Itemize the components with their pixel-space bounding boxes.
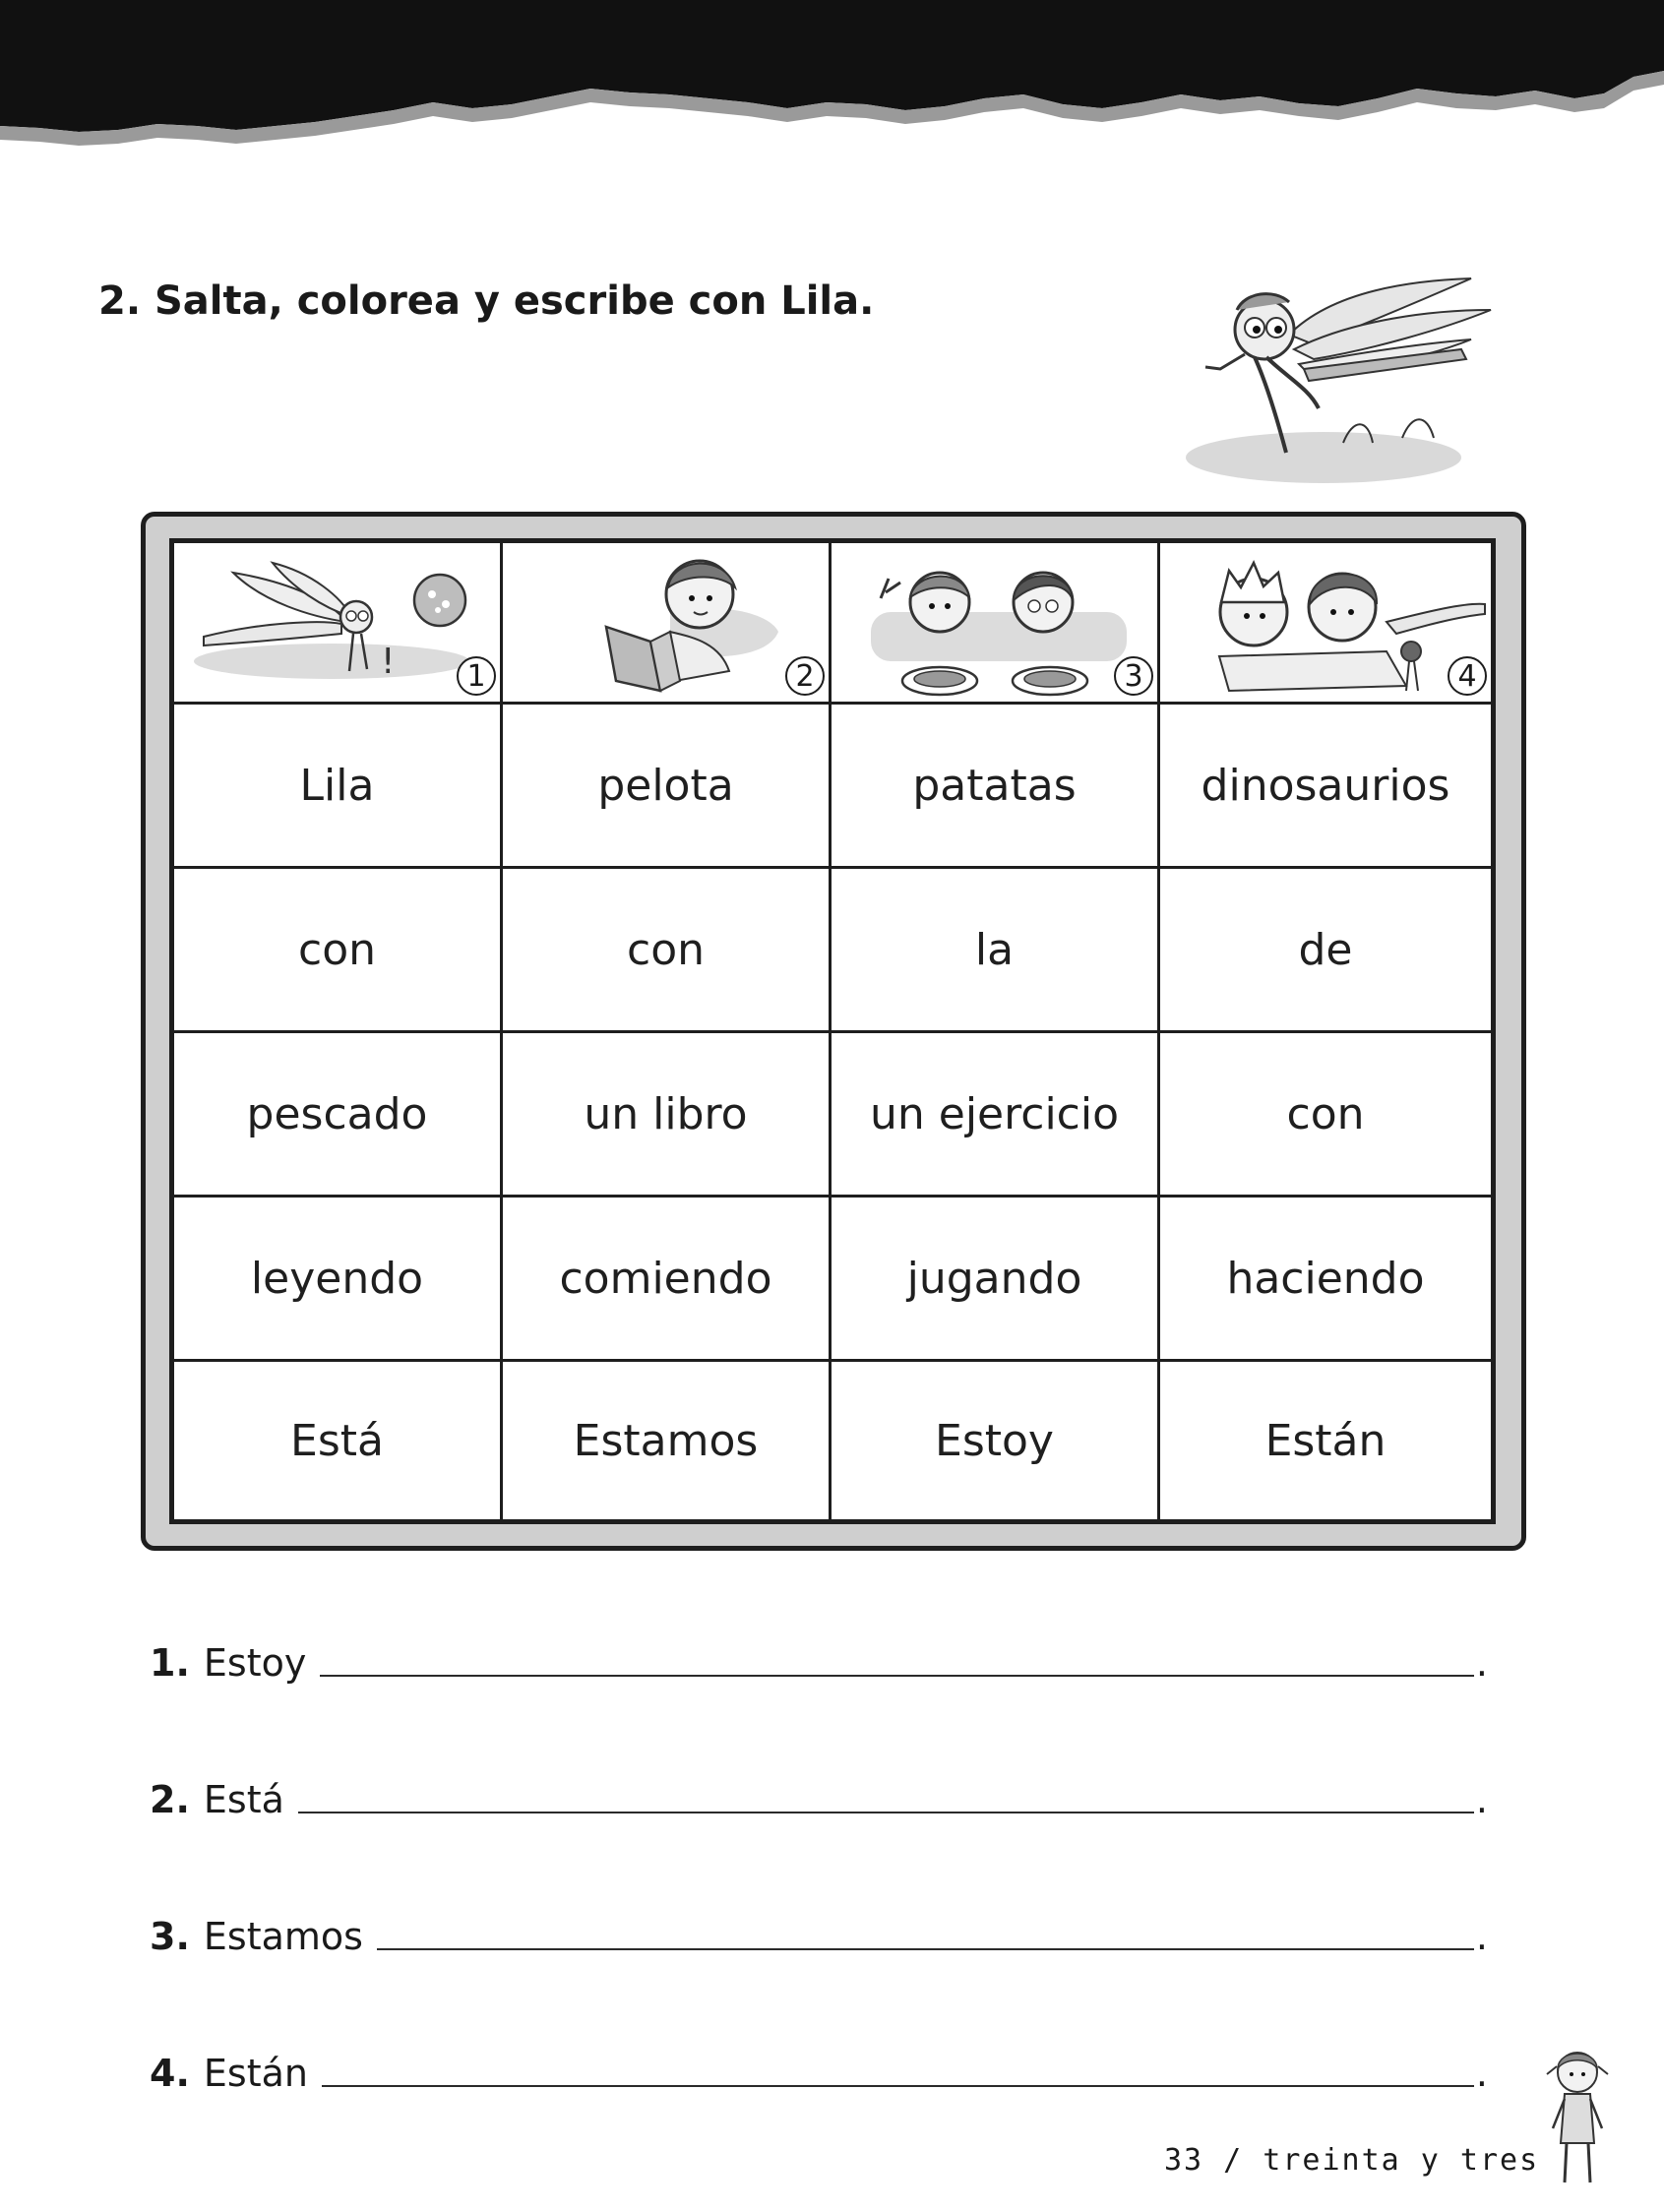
- word-cell[interactable]: dinosaurios: [1160, 705, 1491, 869]
- answer-writing-line[interactable]: [298, 1812, 1474, 1813]
- answer-sentence-start: Estoy: [203, 1641, 307, 1685]
- word-cell[interactable]: con: [503, 869, 832, 1033]
- answer-writing-line[interactable]: [320, 1675, 1474, 1677]
- picture-cell-3: [832, 543, 1160, 705]
- answer-line-3[interactable]: [150, 1899, 1488, 1958]
- answer-number: 3.: [150, 1915, 190, 1958]
- word-grid: [169, 538, 1496, 1524]
- picture-number-badge: 1: [457, 656, 496, 696]
- word-cell[interactable]: comiendo: [503, 1198, 832, 1362]
- picture-cell-4: [1160, 543, 1491, 705]
- girl-character-icon: [1543, 2045, 1612, 2192]
- answer-writing-line[interactable]: [377, 1948, 1474, 1950]
- answer-sentence-start: Están: [203, 2052, 308, 2095]
- answer-line-4[interactable]: [150, 2036, 1488, 2095]
- picture-number-badge: 4: [1448, 656, 1487, 696]
- answer-end-dot: .: [1475, 1915, 1488, 1958]
- answer-line-2[interactable]: [150, 1762, 1488, 1821]
- answer-number: 1.: [150, 1641, 190, 1685]
- answer-end-dot: .: [1475, 2052, 1488, 2095]
- answer-sentence-start: Estamos: [203, 1915, 363, 1958]
- word-cell[interactable]: la: [832, 869, 1160, 1033]
- answer-number: 2.: [150, 1778, 190, 1821]
- picture-number-badge: 2: [785, 656, 825, 696]
- answer-end-dot: .: [1475, 1778, 1488, 1821]
- answer-sentence-start: Está: [203, 1778, 284, 1821]
- word-cell[interactable]: con: [174, 869, 503, 1033]
- word-cell[interactable]: pelota: [503, 705, 832, 869]
- word-cell[interactable]: con: [1160, 1033, 1491, 1198]
- answer-writing-line[interactable]: [322, 2085, 1474, 2087]
- word-cell[interactable]: leyendo: [174, 1198, 503, 1362]
- picture-cell-1: [174, 543, 503, 705]
- word-cell[interactable]: Está: [174, 1362, 503, 1519]
- word-cell[interactable]: Estoy: [832, 1362, 1160, 1519]
- answer-line-1[interactable]: [150, 1626, 1488, 1685]
- word-cell[interactable]: de: [1160, 869, 1491, 1033]
- picture-cell-2: [503, 543, 832, 705]
- word-cell[interactable]: haciendo: [1160, 1198, 1491, 1362]
- word-cell[interactable]: Lila: [174, 705, 503, 869]
- word-cell[interactable]: pescado: [174, 1033, 503, 1198]
- svg-text:!: !: [381, 642, 396, 682]
- dragonfly-mascot-icon: [1176, 271, 1510, 492]
- children-doing-homework-icon: [1160, 543, 1491, 705]
- word-cell[interactable]: un ejercicio: [832, 1033, 1160, 1198]
- page-number: 33 / treinta y tres: [1164, 2143, 1540, 2178]
- word-cell[interactable]: Están: [1264, 1415, 1387, 1466]
- word-cell[interactable]: un libro: [503, 1033, 832, 1198]
- torn-paper-header: [0, 0, 1664, 167]
- word-cell[interactable]: jugando: [832, 1198, 1160, 1362]
- answer-end-dot: .: [1475, 1641, 1488, 1685]
- picture-number-badge: 3: [1114, 656, 1153, 696]
- dragonfly-with-ball-icon: [174, 543, 503, 705]
- answer-number: 4.: [150, 2052, 190, 2095]
- word-cell[interactable]: patatas: [832, 705, 1160, 869]
- word-cell[interactable]: Estamos: [503, 1362, 832, 1519]
- child-reading-book-icon: [503, 543, 832, 705]
- children-eating-fish-icon: [832, 543, 1160, 705]
- exercise-title: 2. Salta, colorea y escribe con Lila.: [98, 278, 875, 324]
